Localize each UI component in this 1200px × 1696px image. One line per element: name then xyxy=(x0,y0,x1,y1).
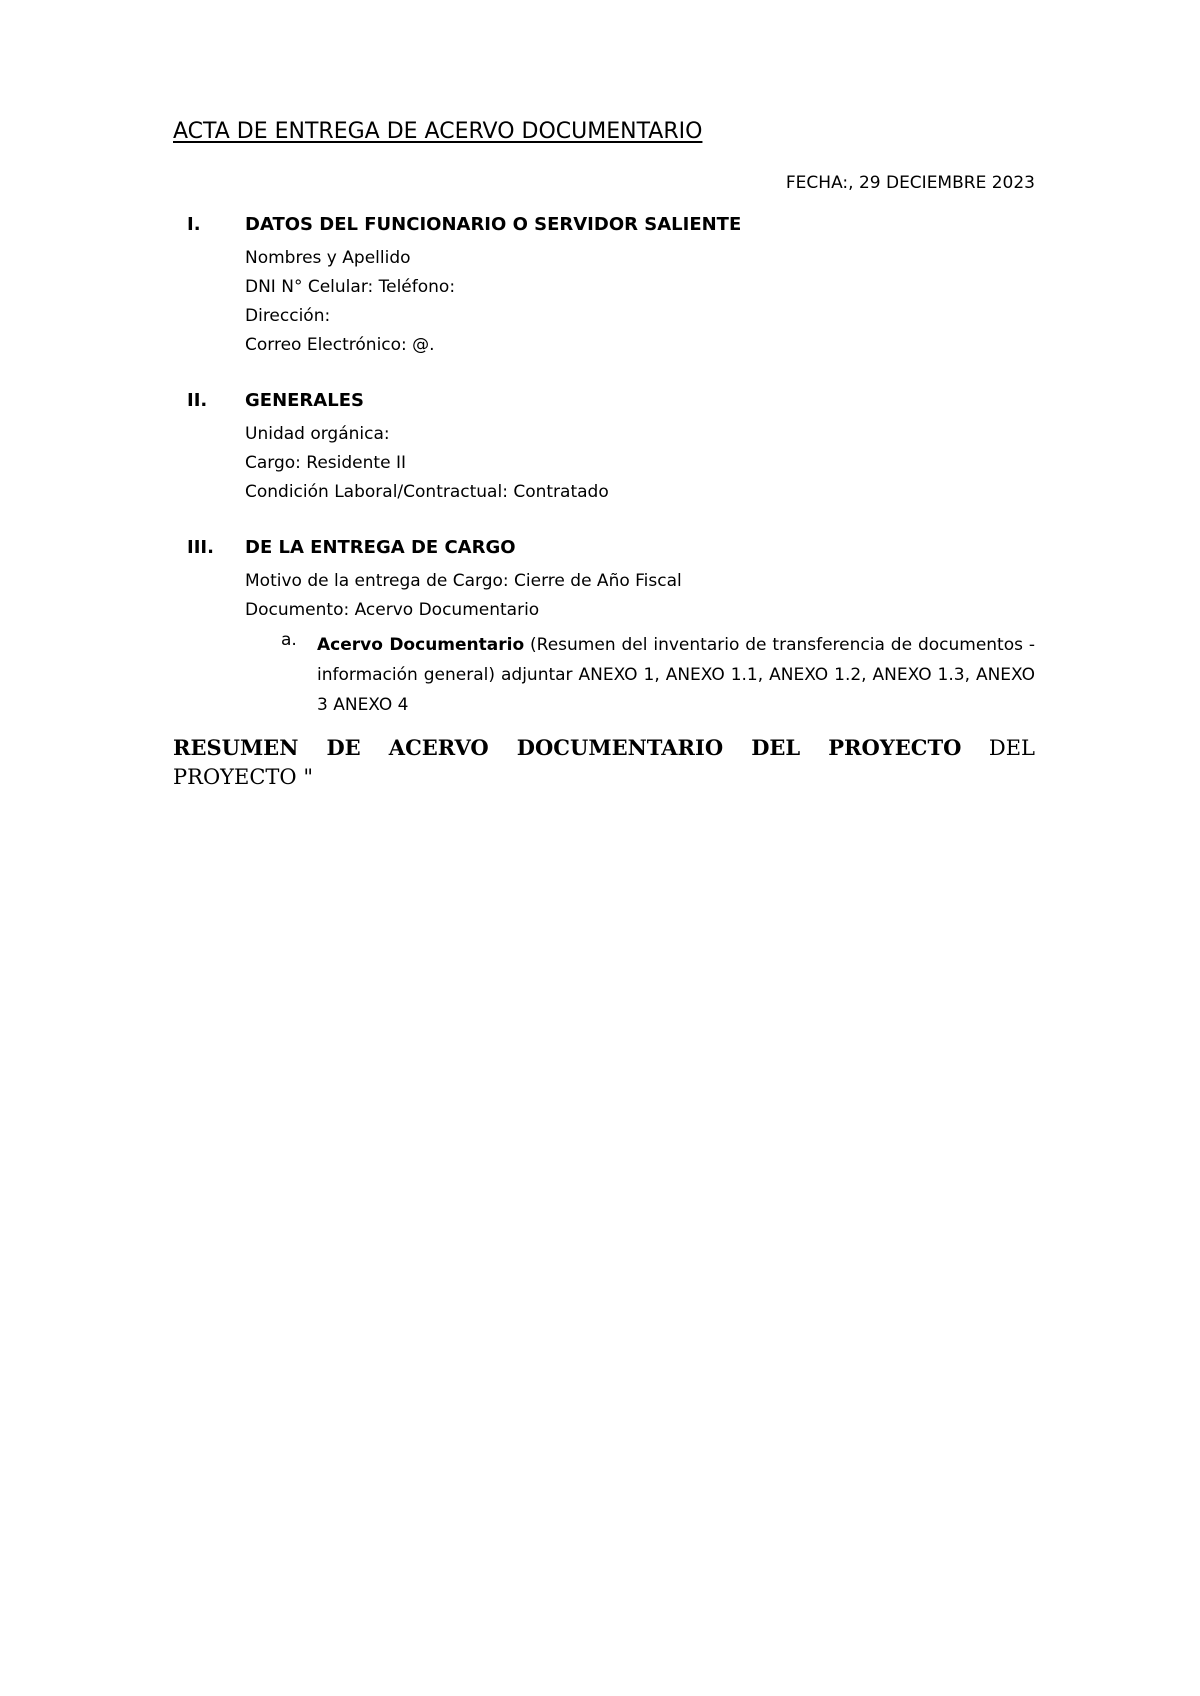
field-correo: Correo Electrónico: @. xyxy=(245,335,435,355)
section-1-numeral: I. xyxy=(187,214,201,235)
list-item-description: (Resumen del inventario de transferencia de documentos - información general) adjuntar ANEXO 1, ANEXO 1.1, ANEXO 1.2, ANEXO 1.3, ANEXO 3 ANEXO 4 xyxy=(317,635,1036,715)
field-unidad-organica: Unidad orgánica: xyxy=(245,424,390,444)
document-title: ACTA DE ENTREGA DE ACERVO DOCUMENTARIO xyxy=(173,119,703,144)
field-direccion: Dirección: xyxy=(245,306,331,326)
resumen-heading xyxy=(173,733,1035,792)
document-page xyxy=(173,0,1035,1696)
resumen-bold-text: RESUMEN DE ACERVO DOCUMENTARIO DEL PROYECTO xyxy=(173,735,962,760)
resumen-normal-text: DEL PROYECTO " xyxy=(173,736,1035,789)
field-nombres: Nombres y Apellido xyxy=(245,248,411,268)
field-motivo-entrega: Motivo de la entrega de Cargo: Cierre de Año Fiscal xyxy=(245,571,682,591)
section-1-title: DATOS DEL FUNCIONARIO O SERVIDOR SALIENTE xyxy=(245,214,742,235)
field-cargo: Cargo: Residente II xyxy=(245,453,406,473)
field-condicion-laboral: Condición Laboral/Contractual: Contratado xyxy=(245,482,609,502)
section-2-numeral: II. xyxy=(187,390,208,411)
list-item-marker: a. xyxy=(281,630,297,650)
field-documento: Documento: Acervo Documentario xyxy=(245,600,540,620)
section-2-title: GENERALES xyxy=(245,390,364,411)
section-3-title: DE LA ENTREGA DE CARGO xyxy=(245,537,516,558)
list-item-text xyxy=(317,630,1035,720)
list-item-bold-label: Acervo Documentario xyxy=(317,635,525,655)
field-dni-celular: DNI N° Celular: Teléfono: xyxy=(245,277,456,297)
document-date: FECHA:, 29 DECIEMBRE 2023 xyxy=(785,173,1035,193)
section-3-numeral: III. xyxy=(187,537,214,558)
